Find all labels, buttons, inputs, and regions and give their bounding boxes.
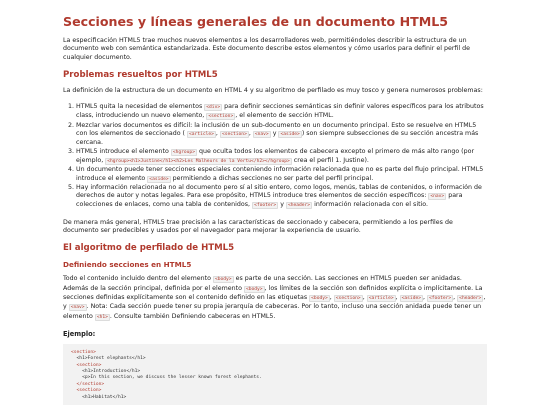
item-text: crea el perfil 1. Justine). xyxy=(291,156,369,164)
inline-code: <body> xyxy=(311,295,328,301)
list-item xyxy=(76,122,487,148)
heading-outline-algorithm: El algoritmo de perfilado de HTML5 xyxy=(63,243,235,254)
separator-text: y xyxy=(278,201,286,209)
item-text: que oculta todos los elementos de cabecera excepto el primero de más alto rango (por ejemplo, xyxy=(76,147,475,164)
code-line: </section> xyxy=(71,381,105,387)
inline-code: <div> xyxy=(206,105,221,111)
separator-text: , xyxy=(329,293,334,301)
inline-code: <header> xyxy=(459,295,482,301)
code-line: <section> xyxy=(71,349,96,355)
para-text: Todo el contenido incluido dentro del elemento xyxy=(63,275,213,283)
separator-text: , xyxy=(395,293,400,301)
list-item xyxy=(76,166,487,184)
item-text: información relacionada con el sitio. xyxy=(312,201,429,209)
inline-code: <body> xyxy=(214,277,232,283)
list-item xyxy=(76,103,487,122)
inline-code: <footer> xyxy=(429,295,452,301)
item-text: Hay información relacionada no al documento pero sí al sitio entero, como logos, menús, tablas de contenidos, o información de derechos de autor y notas legales. Para ese propósito, HTML5 introduce tres elementos de sección específicos: xyxy=(76,183,482,200)
inline-code: <section> xyxy=(221,132,247,138)
separator-text: , xyxy=(453,293,458,301)
item-text: HTML5 introduce el elemento xyxy=(76,147,171,155)
item-text: , el elemento de sección HTML. xyxy=(235,112,334,120)
page-title: Secciones y líneas generales de un documento HTML5 xyxy=(63,14,449,29)
code-line: <p>In this section, we discuss the lesser known forest elephants. xyxy=(71,375,262,381)
inline-code: <body> xyxy=(245,286,263,292)
para-text: , los límites de la sección son definidos explícita o implícitamente. La secciones definidas explícitamente son el contenido definido en las etiquetas xyxy=(63,284,483,301)
code-line: <h1>Forest elephants</h1> xyxy=(71,356,146,362)
inline-code: <nav> xyxy=(70,305,85,311)
code-line: <h1>Introduction</h1> xyxy=(71,369,141,375)
item-text: Un documento puede tener secciones especiales conteniendo información relacionada que no es parte del flujo principal. HTML5 introduce el elemento xyxy=(76,166,484,182)
inline-code: <hgroup><h1>Justine</h1><h2>Les Malheurs de la Vertu</h2></hgroup> xyxy=(107,158,290,164)
list-item xyxy=(76,148,487,167)
separator-text: , xyxy=(362,293,367,301)
inline-code: <footer> xyxy=(254,203,277,209)
para-text: . Nota: Cada sección puede tener su propia jerarquía de cabeceras. Por lo tanto, incluso una sección anidada puede tener un elemento xyxy=(63,303,482,320)
item-text: ) son siempre subsecciones de su sección ancestra más cercana. xyxy=(76,130,479,147)
heading-defining-sections: Definiendo secciones en HTML5 xyxy=(63,260,192,270)
code-example xyxy=(63,344,487,405)
example-label: Ejemplo: xyxy=(63,329,96,338)
inline-code: <h1> xyxy=(96,314,108,320)
code-line: <section> xyxy=(71,388,102,394)
code-line: <section> xyxy=(71,362,102,368)
item-text: Mezclar varios documentos es difícil: la inclusión de un sub-documento en un documento principal. Esto se resuelve en HTML5 con los elementos de seccionado ( xyxy=(76,121,477,138)
list-item xyxy=(76,184,487,211)
separator-text: , xyxy=(423,293,428,301)
inline-code: <article> xyxy=(189,132,214,138)
problems-list xyxy=(63,103,487,211)
sections-paragraph xyxy=(63,275,487,321)
item-text: para definir secciones semánticas sin definir valores específicos para los atributos class, introduciendo un nuevo elemento, xyxy=(76,103,484,120)
intro-paragraph: La especificación HTML5 trae muchos nuevos elementos a los desarrolladores web, permitiéndoles describir la estructura de un documento web con semántica estandarizada. Este documento describe estos elementos y cómo usarlos para definir el perfil de cualquier documento. xyxy=(63,37,471,61)
separator-text: , y xyxy=(63,293,486,311)
inline-code: <section> xyxy=(335,295,361,301)
inline-code: <section> xyxy=(208,114,234,120)
inline-code: <aside> xyxy=(280,132,300,138)
problems-paragraph: La definición de la estructura de un documento en HTML 4 y su algoritmo de perfilado es muy tosco y genera numerosos problemas: xyxy=(63,86,483,94)
para-text: es parte de una sección. Las secciones en HTML5 pueden ser anidadas. Además de la sección principal, definida por el elemento xyxy=(63,275,462,292)
separator-text: y xyxy=(270,130,279,138)
inline-code: <aside> xyxy=(149,176,169,182)
para-text: . Consulte también Definiendo cabeceras en HTML5. xyxy=(109,312,276,320)
item-text: para colecciones de enlaces, como una tabla de contenidos, xyxy=(76,192,463,209)
code-line: <h1>Habitat</h1> xyxy=(71,394,127,400)
inline-code: <hgroup> xyxy=(172,149,195,155)
inline-code: <nav> xyxy=(430,194,445,200)
article-content xyxy=(63,14,487,405)
separator-text: , xyxy=(215,130,220,138)
inline-code: <header> xyxy=(287,203,311,209)
item-text: permitiendo a dichas secciones no ser parte del perfil principal. xyxy=(170,174,374,182)
item-text: HTML5 quita la necesidad de elementos xyxy=(76,103,205,111)
separator-text: , xyxy=(248,130,253,138)
inline-code: <article> xyxy=(368,295,394,301)
inline-code: <aside> xyxy=(401,295,421,301)
inline-code: <nav> xyxy=(254,132,269,138)
closing-paragraph: De manera más general, HTML5 trae precisión a las características de seccionado y cabecera, permitiendo a los perfiles de documento ser predecibles y usados por el navegador para mejorar la experiencia de usuario. xyxy=(63,218,453,235)
heading-problems-solved: Problemas resueltos por HTML5 xyxy=(63,69,218,80)
